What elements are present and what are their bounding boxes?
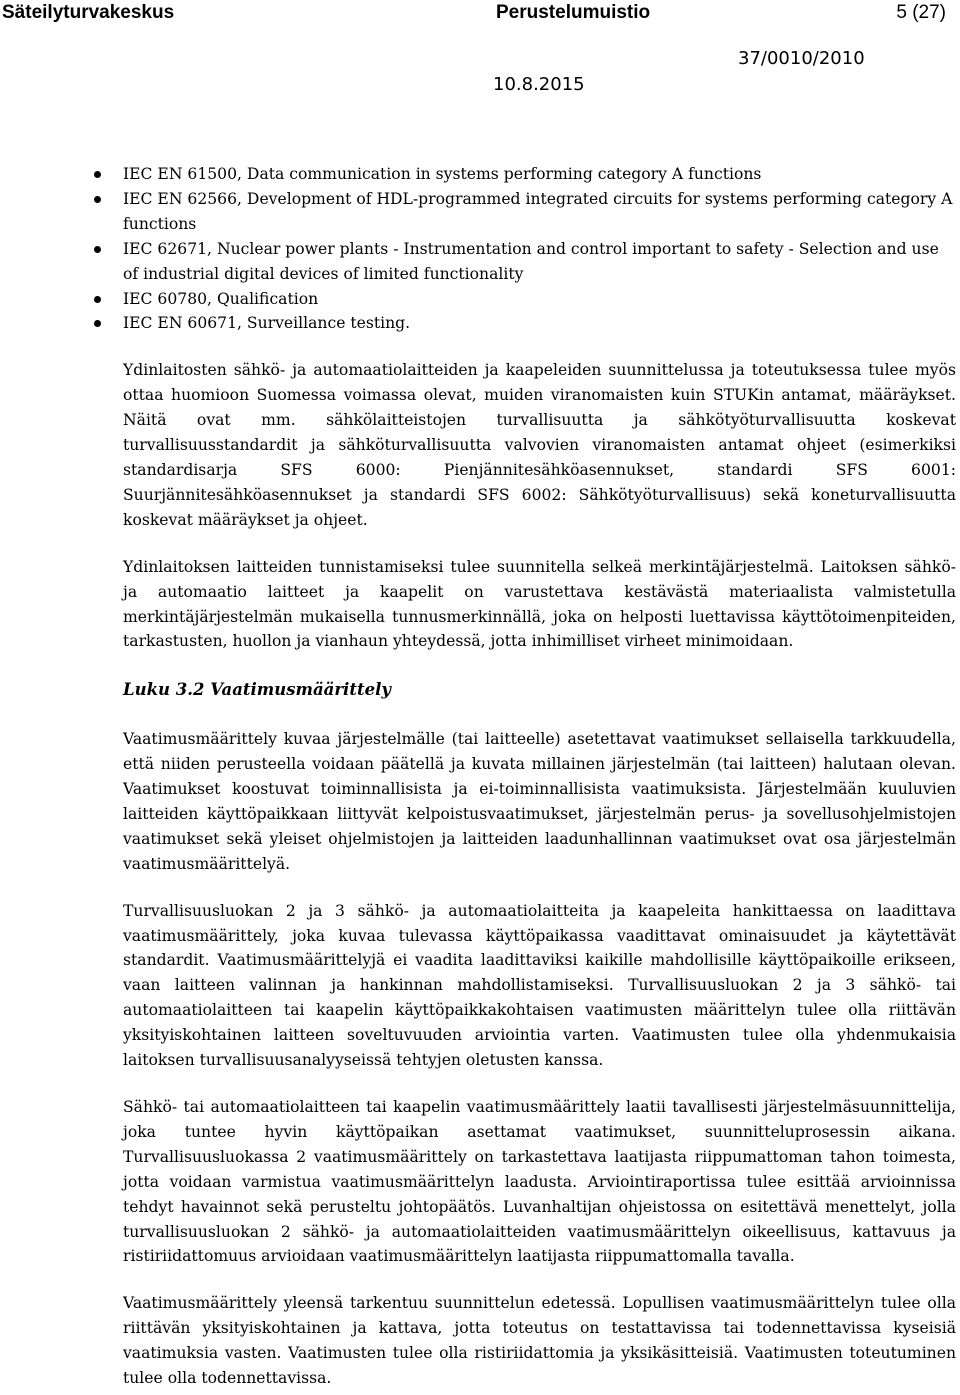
header-page-number: 5 (27) [896,2,946,23]
list-item [57,311,956,336]
bullet-icon [94,246,101,253]
list-item [57,287,956,312]
document-body [123,162,956,1391]
list-item [57,187,956,237]
paragraph-marking-system: Ydinlaitoksen laitteiden tunnistamiseksi tulee suunnitella selkeä merkintäjärjestelmä. Laitoksen sähkö- ja automaatio laitteet ja kaapelit on varustettava kestävästä materiaalista valmistetulla merkintäjärjestelmän mukaisella tunnusmerkinnällä, joka on helposti luettavissa käyttötoimenpiteiden, tarkastusten, huollon ja vianhaun yhteydessä, jotta inhimilliset virheet minimoidaan. [123,557,956,651]
list-item-text: IEC EN 60671, Surveillance testing. [123,314,411,333]
list-item-text: IEC 62671, Nuclear power plants - Instrumentation and control important to safety - Selection and use of industrial digital devices of limited functionality [123,239,939,283]
bullet-icon [94,171,101,178]
section-heading: Luku 3.2 Vaatimusmäärittely [123,680,391,700]
paragraph-specification-author: Sähkö- tai automaatiolaitteen tai kaapelin vaatimusmäärittely laatii tavallisesti järjestelmäsuunnittelija, joka tuntee hyvin käyttöpaikan asettamat vaatimukset, suunnitteluprosessin aikana. Turvallisuusluokassa 2 vaatimusmäärittely on tarkastettava laatijasta riippumattoman tahon toimesta, jotta voidaan varmistua vaatimusmäärittelyn laadusta. Arviointiraportissa tulee esittää arvioinnissa tehdyt havainnot sekä perusteltu johtopäätös. Luvanhaltijan ohjeistossa on esitettävä menettelyt, jolla turvallisuusluokan 2 sähkö- ja automaatiolaitteiden vaatimusmäärittelyn oikeellisuus, kattavuus ja ristiriidattomuus arvioidaan vaatimusmäärittelyn laatijasta riippumattomalla tavalla. [123,1098,956,1266]
bullet-icon [94,320,101,327]
list-item-text: IEC EN 61500, Data communication in systems performing category A functions [123,165,762,183]
paragraph-requirements-definition: Vaatimusmäärittely kuvaa järjestelmälle (tai laitteelle) asetettavat vaatimukset sellaisella tarkkuudella, että niiden perusteella voidaan päätellä ja kuvata millainen järjestelmän (tai laitteen) halutaan olevan. Vaatimukset koostuvat toiminnallisista ja ei-toiminnallisista vaatimuksista. Järjestelmään kuuluvien laitteiden käyttöpaikkaan liittyvät kelpoistusvaatimukset, järjestelmän perus- ja sovellusohjelmistojen vaatimukset sekä yleiset ohjelmistojen ja laitteiden laadunhallinnan vaatimukset ovat osa järjestelmän vaatimusmäärittelyä. [123,730,956,873]
header-doc-type: Perustelumuistio [496,2,651,23]
list-item [57,237,956,287]
document-number: 37/0010/2010 [738,48,865,69]
paragraph-regulations: Ydinlaitosten sähkö- ja automaatiolaitteiden ja kaapeleiden suunnittelussa ja toteutuksessa tulee myös ottaa huomioon Suomessa voimassa olevat, muiden viranomaisten kuin STUKin antamat, määräykset. Näitä ovat mm. sähkölaitteistojen turvallisuutta ja sähkötyöturvallisuutta koskevat turvallisuusstandardit ja sähköturvallisuutta valvovien viranomaisten antamat ohjeet (esimerkiksi standardisarja SFS 6000: Pienjännitesähköasennukset, standardi SFS 6001: Suurjännitesähköasennukset ja standardi SFS 6002: Sähkötyöturvallisuus) sekä koneturvallisuutta koskevat määräykset ja ohjeet. [123,361,956,529]
list-item-text: IEC EN 62566, Development of HDL-programmed integrated circuits for systems performing category A functions [123,189,953,233]
list-item [57,162,956,187]
paragraph-final-specification: Vaatimusmäärittely yleensä tarkentuu suunnittelun edetessä. Lopullisen vaatimusmäärittelyn tulee olla riittävän yksityiskohtainen ja kattava, jotta toteutus on testattavissa tai todennettavissa kyseisiä vaatimuksia vasten. Vaatimusten tulee olla ristiriidattomia ja yksikäsitteisiä. Vaatimusten toteutuminen tulee olla todennettavissa. [123,1294,956,1388]
standards-list [123,162,956,336]
document-date: 10.8.2015 [493,74,585,95]
header-organization: Säteilyturvakeskus [2,2,175,23]
bullet-icon [94,196,101,203]
paragraph-safety-class: Turvallisuusluokan 2 ja 3 sähkö- ja automaatiolaitteita ja kaapeleita hankittaessa on laadittava vaatimusmäärittely, joka kuvaa tulevassa käyttöpaikassa vaadittavat ominaisuudet ja käytettävät standardit. Vaatimusmäärittelyjä ei vaadita laadittaviksi kaikille mahdollisille käyttöpaikoille erikseen, vaan laitteen valinnan ja hankinnan mahdollistamiseksi. Turvallisuusluokan 2 ja 3 sähkö- tai automaatiolaitteen tai kaapelin käyttöpaikkakohtaisen vaatimusten määrittelyn tulee olla riittävän yksityiskohtainen laitteen soveltuvuuden arviointia varten. Vaatimusten tulee olla yhdenmukaisia laitoksen turvallisuusanalyyseissä tehtyjen oletusten kanssa. [123,901,956,1070]
bullet-icon [94,296,101,303]
list-item-text: IEC 60780, Qualification [123,289,319,308]
